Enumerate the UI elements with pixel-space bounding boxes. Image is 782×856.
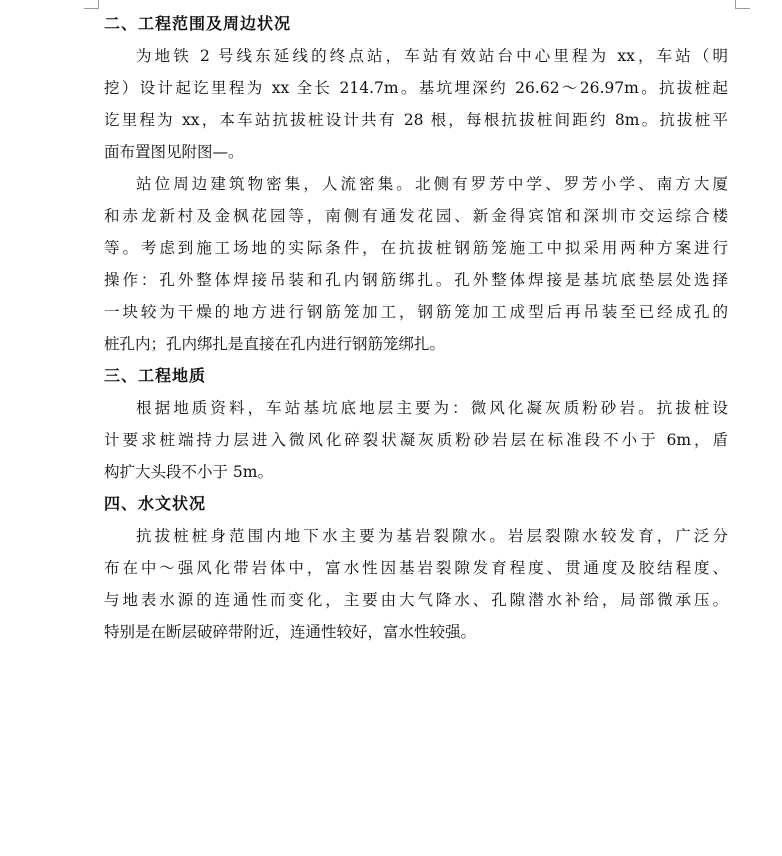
page-corner-mark-right	[735, 0, 750, 9]
text-line: 操作：孔外整体焊接吊装和孔内钢筋绑扎。孔外整体焊接是基坑底垫层处选择	[104, 271, 728, 289]
text-line: 计要求桩端持力层进入微风化碎裂状凝灰质粉砂岩层在标准段不小于 6m，盾	[104, 431, 728, 449]
text-line: 等。考虑到施工场地的实际条件，在抗拔桩钢筋笼施工中拟采用两种方案进行	[104, 239, 728, 257]
section-heading-geology: 三、工程地质	[104, 366, 207, 385]
section-heading-scope: 二、工程范围及周边状况	[104, 14, 292, 33]
text-line: 一块较为干燥的地方进行钢筋笼加工，钢筋笼加工成型后再吊装至已经成孔的	[104, 303, 728, 321]
text-line: 与地表水源的连通性而变化，主要由大气降水、孔隙潜水补给，局部微承压。	[104, 591, 728, 609]
text-line: 桩孔内；孔内绑扎是直接在孔内进行钢筋笼绑扎。	[104, 335, 446, 353]
page-corner-mark-left	[84, 0, 99, 9]
text-line: 为地铁 2 号线东延线的终点站，车站有效站台中心里程为 xx，车站（明	[136, 47, 728, 65]
paragraph-hydrology	[104, 520, 728, 648]
text-line: 挖）设计起讫里程为 xx 全长 214.7m。基坑埋深约 26.62～26.97m。抗拔桩起	[104, 79, 728, 97]
paragraph-geology	[104, 392, 728, 488]
paragraph-surroundings	[104, 168, 728, 360]
section-heading-hydrology: 四、水文状况	[104, 494, 207, 513]
document-body	[104, 8, 728, 648]
text-line: 特别是在断层破碎带附近，连通性较好，富水性较强。	[104, 623, 477, 641]
text-line: 根据地质资料，车站基坑底地层主要为：微风化凝灰质粉砂岩。抗拔桩设	[136, 399, 728, 417]
text-line: 面布置图见附图—。	[104, 143, 244, 161]
text-line: 和赤龙新村及金枫花园等，南侧有通发花园、新金得宾馆和深圳市交运综合楼	[104, 207, 728, 225]
text-line: 布在中～强风化带岩体中，富水性因基岩裂隙发育程度、贯通度及胶结程度、	[104, 559, 728, 577]
text-line: 站位周边建筑物密集，人流密集。北侧有罗芳中学、罗芳小学、南方大厦	[136, 175, 728, 193]
text-line: 讫里程为 xx，本车站抗拔桩设计共有 28 根，每根抗拔桩间距约 8m。抗拔桩平	[104, 111, 728, 129]
text-line: 抗拔桩桩身范围内地下水主要为基岩裂隙水。岩层裂隙水较发育，广泛分	[136, 527, 728, 545]
paragraph-station-mileage	[104, 40, 728, 168]
text-line: 构扩大头段不小于 5m。	[104, 463, 273, 481]
